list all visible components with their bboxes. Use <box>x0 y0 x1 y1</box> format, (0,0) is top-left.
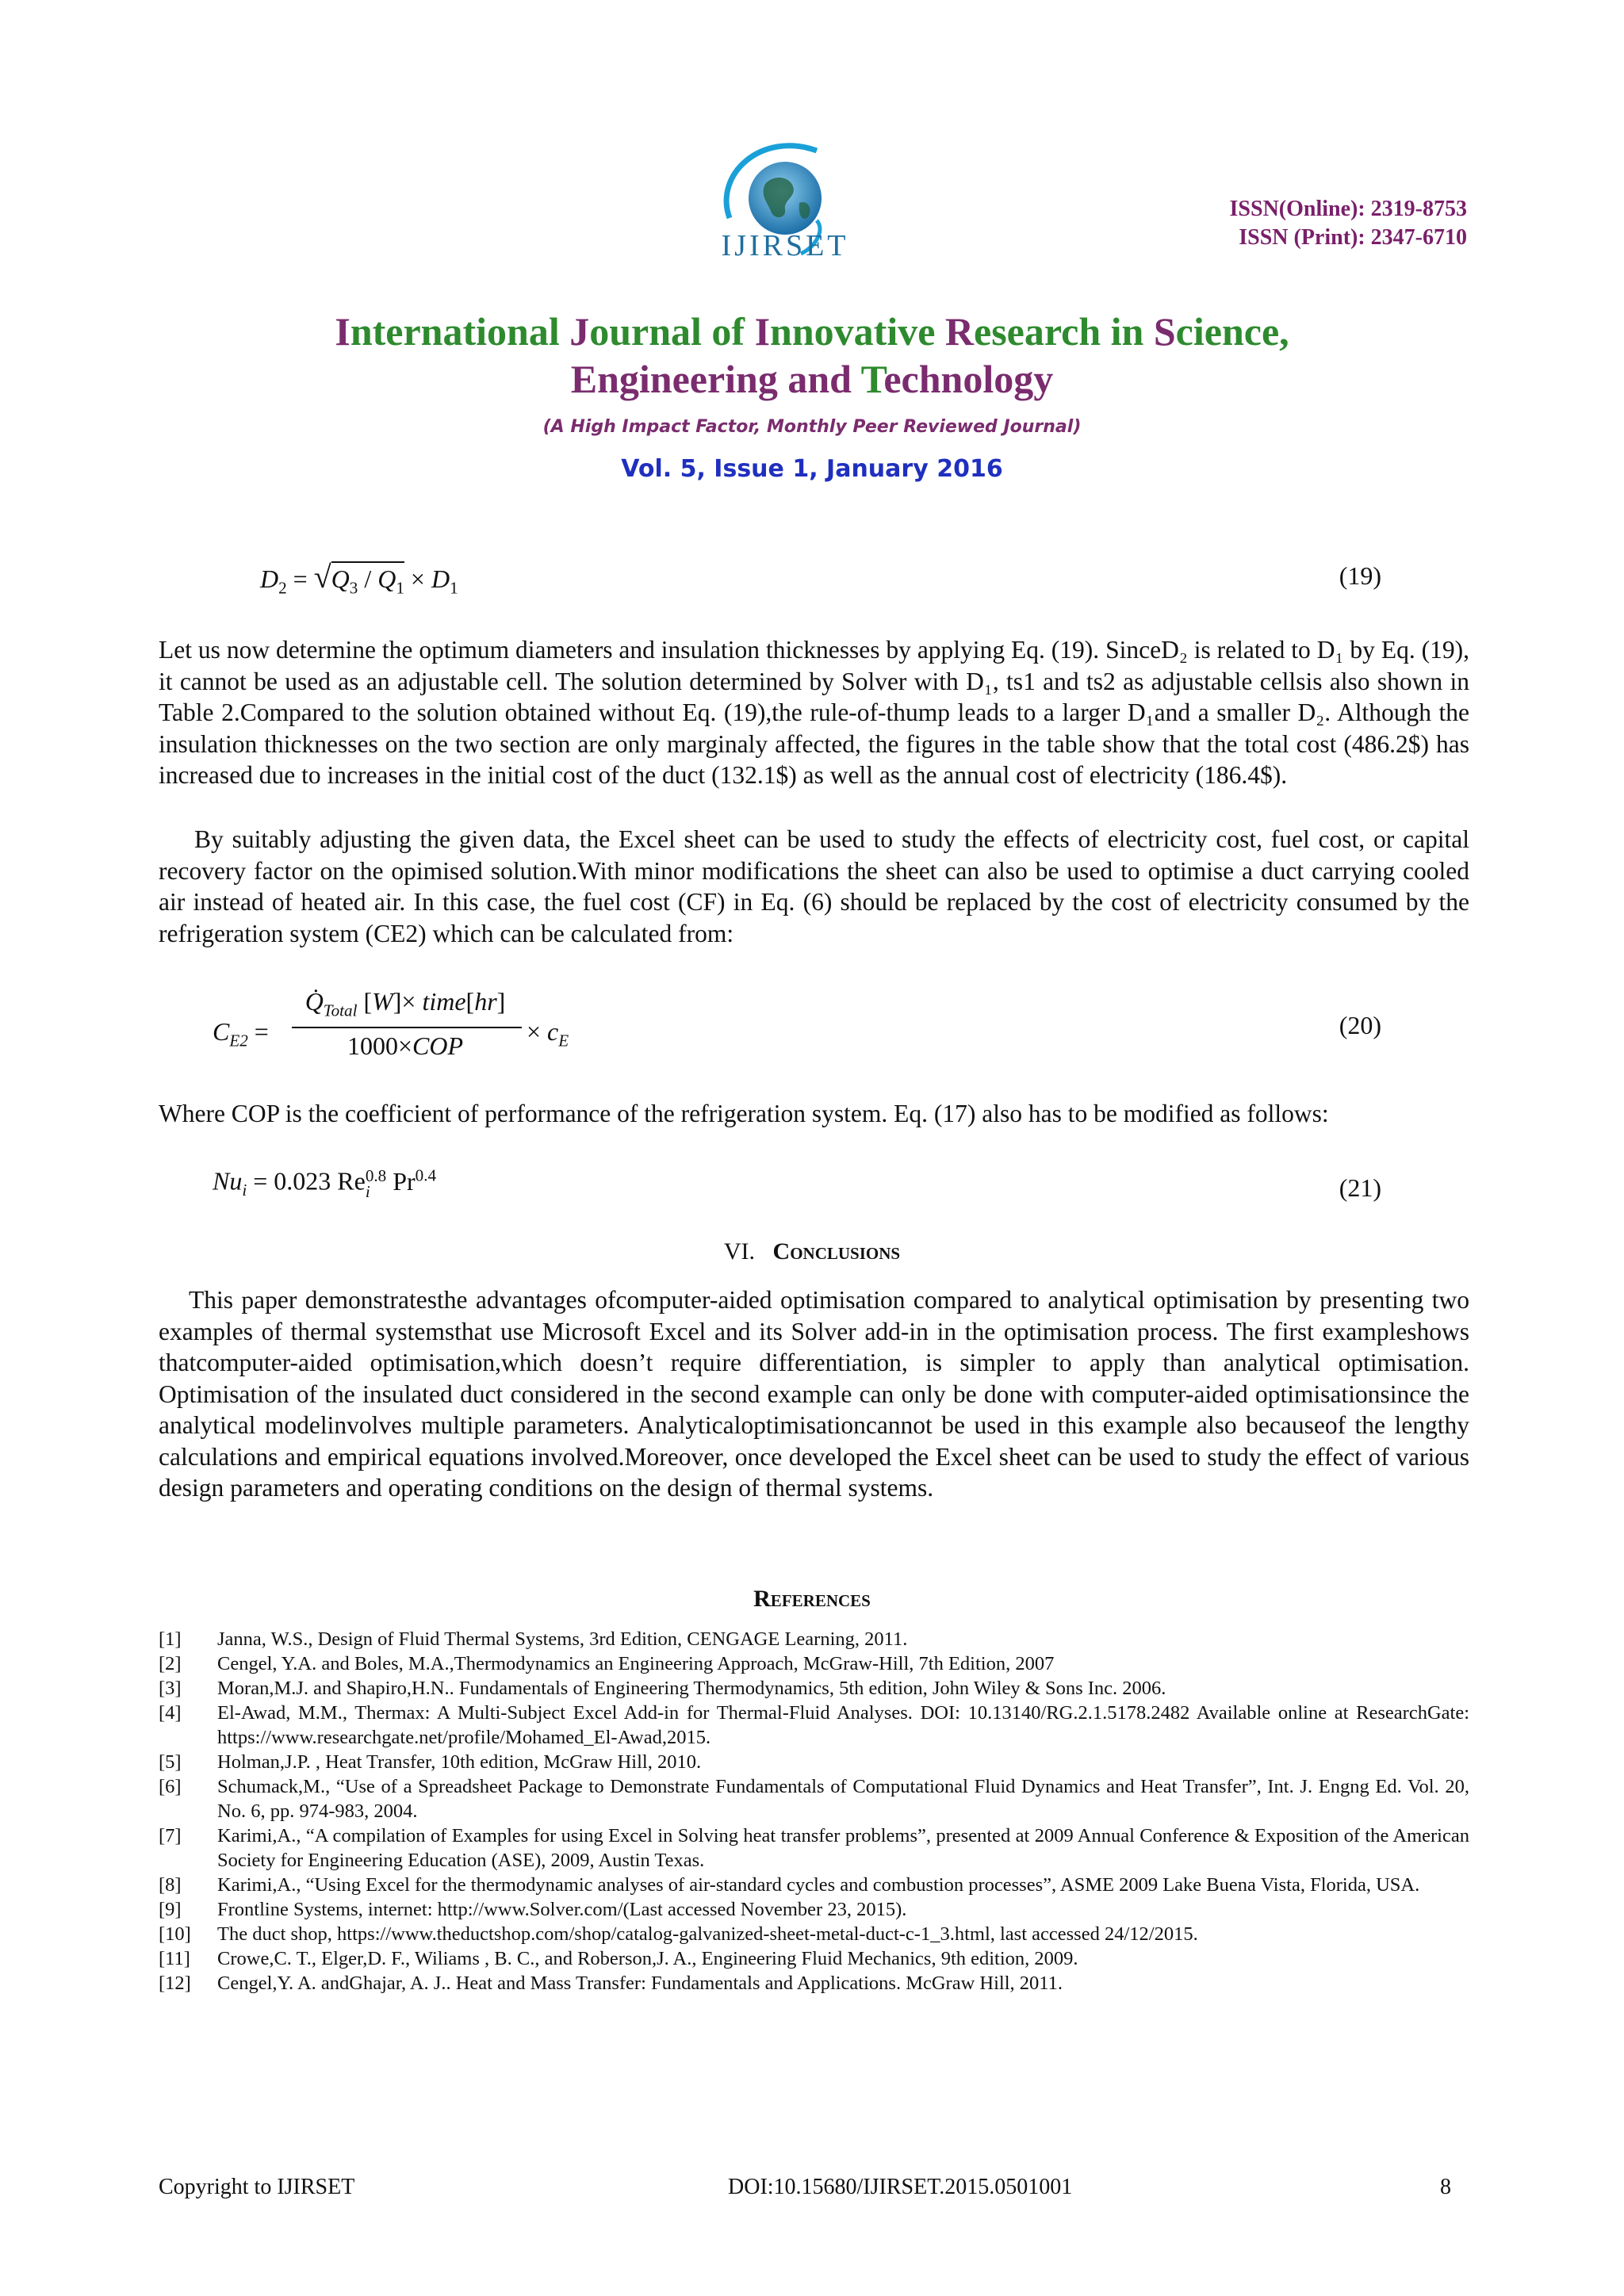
reference-text: Karimi,A., “A compilation of Examples for using Excel in Solving heat transfer problems”, presented at 2009 Annual Conference & Exposition of the American Society for Engineering Education (ASE), 2009, Austin Texas. <box>217 1825 1469 1871</box>
reference-item <box>159 1971 1469 1996</box>
reference-number: [7] <box>159 1825 182 1846</box>
title-part: echnology <box>883 357 1054 401</box>
reference-number: [9] <box>159 1899 182 1920</box>
title-part: I <box>335 309 350 354</box>
journal-tagline: (A High Impact Factor, Monthly Peer Reviewed Journal) <box>542 417 1082 437</box>
title-part: nnovative <box>770 309 945 354</box>
reference-number: [1] <box>159 1628 182 1650</box>
reference-text: Schumack,M., “Use of a Spreadsheet Package to Demonstrate Fundamentals of Computational Fluid Dynamics and Heat Transfer”, Int. J. Engng Ed. Vol. 20, No. 6, pp. 974-983, 2004. <box>217 1776 1469 1822</box>
footer-page-number: 8 <box>1440 2175 1451 2199</box>
title-part: T <box>860 357 884 401</box>
reference-item <box>159 1651 1469 1676</box>
title-part: esearch in <box>974 309 1154 354</box>
reference-item <box>159 1873 1469 1897</box>
paragraph: This paper demonstratesthe advantages ofcomputer-aided optimisation compared to analytical optimisation by presenting two examples of thermal systemsthat use Microsoft Excel and its Solver add-in in the optimisation process. The first exampleshows thatcomputer-aided optimisation,which doesn’t require differentiation, is simpler to apply than analytical optimisation. Optimisation of the insulated duct considered in the second example can only be done with computer-aided optimisationsince the analytical modelinvolves multiple parameters. Analyticaloptimisationcannot be used in this example also becauseof the lengthy calculations and empirical equations involved.Moreover, once developed the Excel sheet can be used to study the effect of various design parameters and operating conditions on the design of thermal systems. <box>159 1286 1469 1502</box>
section-title: References <box>753 1586 871 1612</box>
title-part: I <box>754 309 771 354</box>
reference-text: Karimi,A., “Using Excel for the thermodynamic analyses of air-standard cycles and combustion processes”, ASME 2009 Lake Buena Vista, Florida, USA. <box>217 1874 1420 1896</box>
equation-19: $D_2 = √Q_3 / Q_1 \times D_1$ <box>260 559 458 598</box>
reference-number: [5] <box>159 1751 182 1773</box>
reference-number: [2] <box>159 1653 182 1674</box>
paragraph: By suitably adjusting the given data, the Excel sheet can be used to study the effects of electricity cost, fuel cost, or capital recovery factor on the opimised solution.With minor modifications the sheet can also be used to optimise a duct carrying cooled air instead of heated air. In this case, the fuel cost (CF) in Eq. (6) should be replaced by the cost of electricity consumed by the refrigeration system (CE2) which can be calculated from: <box>159 825 1469 947</box>
reference-text: Janna, W.S., Design of Fluid Thermal Systems, 3rd Edition, CENGAGE Learning, 2011. <box>217 1628 908 1650</box>
references-heading <box>0 1586 1624 1613</box>
reference-item <box>159 1774 1469 1823</box>
footer-copyright: Copyright to IJIRSET <box>159 2175 355 2199</box>
reference-number: [12] <box>159 1973 191 1994</box>
paragraph: Let us now determine the optimum diameters and insulation thicknesses by applying Eq. (19). SinceD₂ is related to D₁ by Eq. (19), it cannot be used as an adjustable cell. The solution determined by Solver with D₁, ts1 and ts2 as adjustable cellsis also shown in Table 2.Compared to the solution obtained without Eq. (19),the rule-of-thump leads to a larger D₁and a smaller D₂. Although the insulation thicknesses on the two section are only marginaly affected, the figures in the table show that the total cost (486.2$) has increased due to increases in the initial cost of the duct (132.1$) as well as the annual cost of electricity (186.4$). <box>159 636 1469 789</box>
reference-text: Frontline Systems, internet: http://www.Solver.com/(Last accessed November 23, 2015). <box>217 1899 907 1920</box>
section-number: VI. <box>723 1238 756 1265</box>
reference-text: Holman,J.P. , Heat Transfer, 10th edition, McGraw Hill, 2010. <box>217 1751 702 1773</box>
journal-title-line2 <box>0 355 1624 403</box>
reference-text: The duct shop, https://www.theductshop.com/shop/catalog-galvanized-sheet-metal-duct-c-1_3.html, last accessed 24/12/2015. <box>217 1923 1198 1945</box>
reference-item <box>159 1676 1469 1701</box>
conclusions-heading <box>0 1238 1624 1265</box>
reference-number: [4] <box>159 1702 182 1724</box>
equation-21: $Nu_i = 0.023$ Re 0.8 i $Pr^{0.4}$ <box>213 1165 437 1202</box>
title-part: nternational <box>350 309 570 354</box>
reference-item <box>159 1627 1469 1651</box>
journal-title <box>0 308 1624 403</box>
reference-item <box>159 1946 1469 1971</box>
journal-title-line1 <box>0 308 1624 355</box>
reference-number: [6] <box>159 1776 182 1797</box>
footer-doi: DOI:10.15680/IJIRSET.2015.0501001 <box>728 2175 1073 2199</box>
reference-item <box>159 1750 1469 1774</box>
reference-number: [8] <box>159 1874 182 1896</box>
issn-online: ISSN(Online): 2319-8753 <box>1229 197 1467 221</box>
title-part: J <box>569 309 590 354</box>
reference-item <box>159 1823 1469 1873</box>
journal-volume: Vol. 5, Issue 1, January 2016 <box>621 455 1003 483</box>
reference-item <box>159 1922 1469 1946</box>
issn-print: ISSN (Print): 2347-6710 <box>1239 225 1467 250</box>
reference-number: [10] <box>159 1923 191 1945</box>
logo-text: IJIRSET <box>721 229 849 262</box>
paragraph: Where COP is the coefficient of performance of the refrigeration system. Eq. (17) also has to be modified as follows: <box>159 1100 1329 1127</box>
reference-item <box>159 1701 1469 1750</box>
reference-text: Cengel,Y. A. andGhajar, A. J.. Heat and Mass Transfer: Fundamentals and Applications. McGraw Hill, 2011. <box>217 1973 1063 1994</box>
reference-text: El-Awad, M.M., Thermax: A Multi-Subject Excel Add-in for Thermal-Fluid Analyses. DOI: 10.13140/RG.2.1.5178.2482 Available online at ResearchGate: https://www.researchgate.net/profile/Mohamed_El-Awad,2015. <box>217 1702 1469 1748</box>
equation-20-number: (20) <box>1339 1011 1381 1039</box>
reference-list <box>159 1627 1469 1996</box>
title-part: Engineering and <box>570 357 861 401</box>
reference-text: Moran,M.J. and Shapiro,H.N.. Fundamentals of Engineering Thermodynamics, 5th edition, John Wiley & Sons Inc. 2006. <box>217 1678 1166 1699</box>
reference-number: [3] <box>159 1678 182 1699</box>
title-part: S <box>1153 309 1176 354</box>
section-title: Conclusions <box>772 1238 901 1265</box>
title-part: R <box>944 309 975 354</box>
journal-logo <box>698 127 872 277</box>
reference-number: [11] <box>159 1948 190 1969</box>
equation-19-number: (19) <box>1339 561 1381 590</box>
reference-item <box>159 1897 1469 1922</box>
title-part: cience, <box>1175 309 1289 354</box>
reference-text: Cengel, Y.A. and Boles, M.A.,Thermodynamics an Engineering Approach, McGraw-Hill, 7th Edition, 2007 <box>217 1653 1055 1674</box>
title-part: ournal of <box>589 309 755 354</box>
issn-block <box>1230 195 1467 252</box>
equation-21-number: (21) <box>1339 1173 1381 1202</box>
equation-20: $C_{E2}$ = $Q̇_{Total}$ [W]× time[hr] 1000×COP × $c_E$ <box>213 987 569 1060</box>
reference-text: Crowe,C. T., Elger,D. F., Wiliams , B. C., and Roberson,J. A., Engineering Fluid Mechanics, 9th edition, 2009. <box>217 1948 1078 1969</box>
